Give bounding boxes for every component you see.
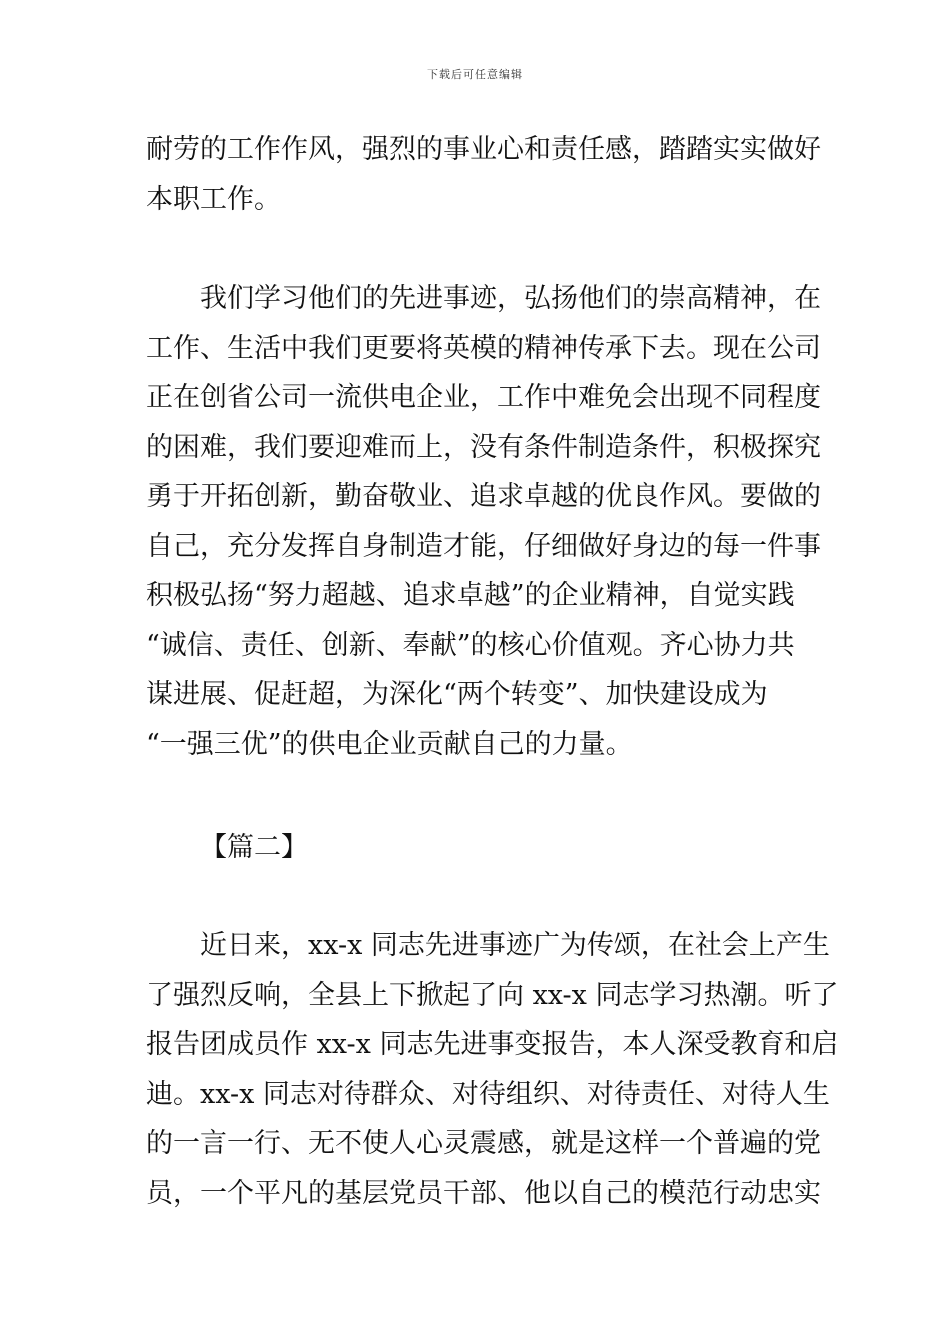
text-line: 正在创省公司一流供电企业，工作中难免会出现不同程度 (146, 382, 821, 413)
text-line: 勇于开拓创新，勤奋敬业、追求卓越的优良作风。要做的 (146, 481, 821, 512)
text-line: 的一言一行、无不使人心灵震感，就是这样一个普遍的党 (146, 1128, 821, 1159)
text-line: 自己，充分发挥自身制造才能，仔细做好身边的每一件事 (146, 530, 821, 562)
paragraph-3 (146, 921, 839, 1218)
section-heading-block (146, 823, 808, 873)
text-line: 的困难，我们要迎难而上，没有条件制造条件，积极探究 (146, 431, 821, 463)
text-line: “诚信、责任、创新、奉献”的核心价值观。齐心协力共 (146, 629, 795, 661)
text-line: 迪。xx-x 同志对待群众、对待组织、对待责任、对待人生 (146, 1078, 830, 1110)
text-line: 近日来，xx-x 同志先进事迹广为传颂，在社会上产生 (200, 930, 830, 961)
page-header-note: 下载后可任意编辑 (427, 68, 523, 81)
text-line: 本职工作。 (146, 183, 281, 215)
section-heading: 【篇二】 (200, 832, 308, 863)
text-line: “一强三优”的供电企业贡献自己的力量。 (146, 728, 633, 760)
text-line: 了强烈反响，全县上下掀起了向 xx-x 同志学习热潮。听了 (146, 979, 839, 1011)
text-line: 员，一个平凡的基层党员干部、他以自己的模范行动忠实 (146, 1177, 821, 1209)
text-line: 耐劳的工作作风，强烈的事业心和责任感，踏踏实实做好 (146, 134, 821, 165)
text-line: 报告团成员作 xx-x 同志先进事变报告，本人深受教育和启 (146, 1029, 839, 1060)
text-line: 谋进展、促赶超，为深化“两个转变”、加快建设成为 (146, 679, 768, 710)
paragraph-2 (146, 274, 821, 769)
text-line: 工作、生活中我们更要将英模的精神传承下去。现在公司 (146, 332, 821, 364)
paragraph-1 (146, 125, 821, 224)
text-line: 我们学习他们的先进事迹，弘扬他们的崇高精神，在 (200, 283, 821, 314)
text-line: 积极弘扬“努力超越、追求卓越”的企业精神，自觉实践 (146, 580, 795, 611)
